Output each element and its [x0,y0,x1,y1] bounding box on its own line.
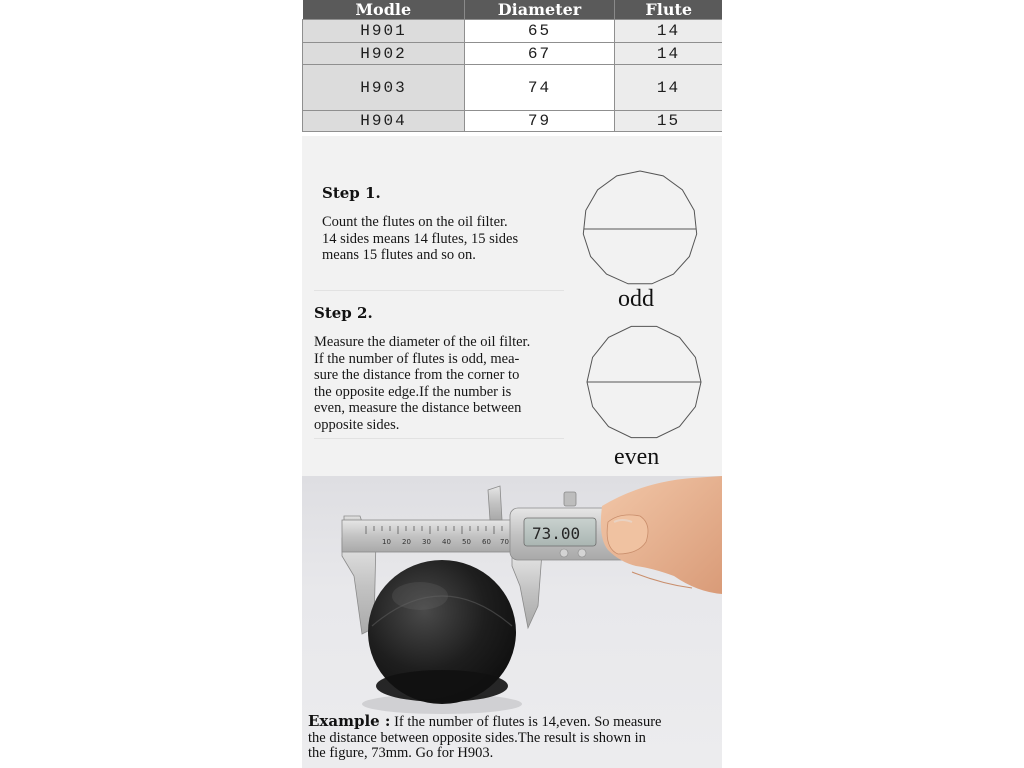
even-label: even [614,444,660,470]
step2-title: Step 2. [314,304,373,322]
scale-number: 50 [462,538,471,546]
hand [601,476,722,594]
caliper-photo [302,476,722,768]
cell-model: H903 [303,65,465,111]
step2-line: even, measure the distance between [314,400,522,416]
table-row [303,20,723,43]
header-flute: Flute [615,0,723,20]
polygon-outline-odd [583,171,696,284]
caliper-right-lower-jaw [512,552,542,628]
step2-line: sure the distance from the corner to [314,367,520,383]
scale-number: 60 [482,538,491,546]
step2-line: the opposite edge.If the number is [314,383,512,400]
cell-flute: 14 [615,65,723,111]
filter-spec-table [302,0,722,132]
scale-number: 70 [500,538,509,546]
oil-filter-cap [368,560,516,704]
caliper-thumb-wheel [564,492,576,506]
step1-line: Count the flutes on the oil filter. [322,214,508,230]
product-info-panel [302,0,722,768]
cell-diameter: 65 [465,20,615,43]
cell-diameter: 74 [465,65,615,111]
step2-line: Measure the diameter of the oil filter. [314,334,531,350]
caliper-scale-numbers [382,538,509,546]
cell-flute: 14 [615,43,723,65]
caliper-reading: 73.00 [532,524,581,543]
scale-number: 20 [402,538,411,546]
step1-text [322,214,518,264]
polygon-figure-odd [580,166,700,290]
step1-line: 14 sides means 14 flutes, 15 sides [322,230,519,247]
step1-line: means 15 flutes and so on. [322,247,476,263]
cell-model: H902 [303,43,465,65]
step1-title: Step 1. [322,184,381,202]
cell-diameter: 79 [465,111,615,132]
caliper-right-upper-jaw [488,486,502,520]
example-line2: the distance between opposite sides.The result is shown in [308,729,646,746]
example-line1: If the number of flutes is 14,even. So measure [390,714,662,730]
header-diameter: Diameter [465,0,615,20]
cell-model: H904 [303,111,465,132]
cell-flute: 14 [615,20,723,43]
scale-number: 40 [442,538,451,546]
cell-diameter: 67 [465,43,615,65]
step2-line: If the number of flutes is odd, mea- [314,350,520,367]
section-divider [314,438,564,439]
header-model: Modle [303,0,465,20]
example-caption [308,714,718,762]
table-row [303,111,723,132]
table-row [303,43,723,65]
cell-flute: 15 [615,111,723,132]
section-divider [314,290,564,291]
caliper-button [560,549,568,557]
table-header-row [303,0,723,20]
step2-line: opposite sides. [314,416,400,433]
caliper-button [578,549,586,557]
example-label: Example : [308,712,391,730]
scale-number: 30 [422,538,431,546]
polygon-figure-even [584,322,704,444]
odd-label: odd [618,286,654,312]
cell-model: H901 [303,20,465,43]
example-line3: the figure, 73mm. Go for H903. [308,745,494,761]
step2-text [314,334,530,433]
table-row [303,65,723,111]
measuring-steps-section [302,136,722,476]
scale-number: 10 [382,538,391,546]
